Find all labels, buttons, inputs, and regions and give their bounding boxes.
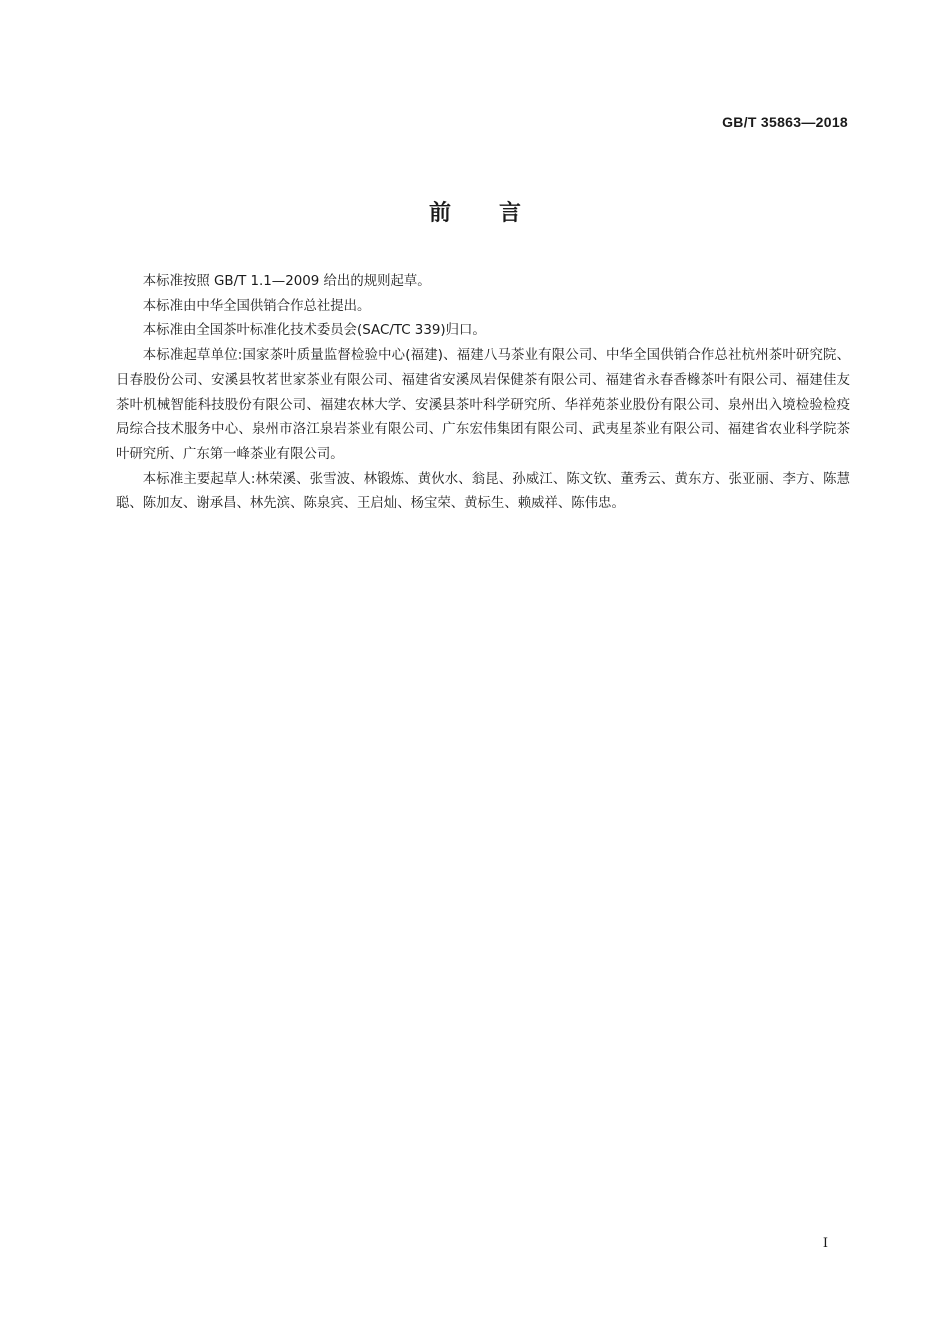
paragraph-proposer: 本标准由中华全国供销合作总社提出。 (142, 298, 371, 314)
foreword-body (116, 270, 850, 517)
paragraph-drafting-rules: 本标准按照 GB/T 1.1—2009 给出的规则起草。 (142, 274, 431, 289)
paragraph-drafting-units: 本标准起草单位:国家茶叶质量监督检验中心(福建)、福建八马茶业有限公司、中华全国供销合作总社杭州茶叶研究院、日春股份公司、安溪县牧茗世家茶业有限公司、福建省安溪凤岩保健茶有限公司、福建省永春香橼茶叶有限公司、福建佳友茶叶机械智能科技股份有限公司、福建农林大学、安溪县茶叶科学研究所、华祥苑茶业股份有限公司、泉州出入境检验检疫局综合技术服务中心、泉州市洛江泉岩茶业有限公司、广东宏伟集团有限公司、武夷星茶业有限公司、福建省农业科学院茶叶研究所、广东第一峰茶业有限公司。 (116, 348, 850, 462)
page-number: I (822, 1236, 828, 1251)
standard-code: GB/T 35863—2018 (722, 114, 848, 130)
paragraph-drafters: 本标准主要起草人:林荣溪、张雪波、林锻炼、黄伙水、翁昆、孙威江、陈文钦、董秀云、黄东方、张亚丽、李方、陈慧聪、陈加友、谢承昌、林先滨、陈泉宾、王启灿、杨宝荣、黄标生、赖威祥、陈伟忠。 (116, 471, 850, 512)
page-title: 前言 (428, 201, 569, 226)
paragraph-committee: 本标准由全国茶叶标准化技术委员会(SAC/TC 339)归口。 (142, 323, 486, 339)
